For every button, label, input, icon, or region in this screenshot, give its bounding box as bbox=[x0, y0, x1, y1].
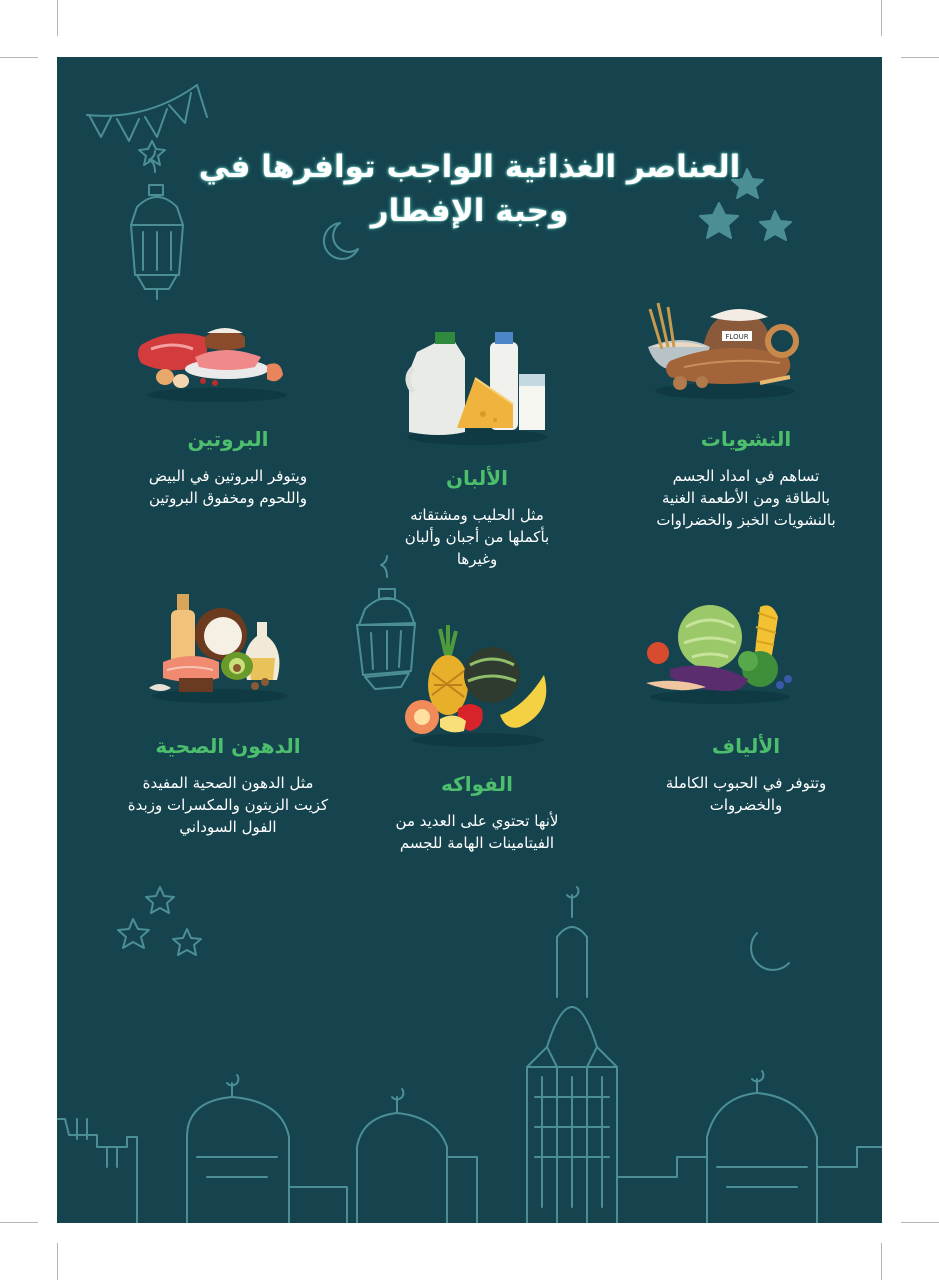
nutrient-card-dairy bbox=[357, 464, 597, 570]
flour-label-text: FLOUR bbox=[725, 333, 749, 341]
stars-icon bbox=[118, 887, 201, 955]
crop-mark bbox=[901, 57, 939, 58]
dairy-illustration bbox=[397, 322, 557, 447]
nutrient-description: مثل الدهون الصحية المفيدة كزيت الزيتون والمكسرات وزبدة الفول السوداني bbox=[127, 774, 329, 836]
protein-illustration bbox=[137, 315, 297, 405]
crop-mark bbox=[57, 1243, 58, 1280]
nutrient-title: النشويات bbox=[700, 427, 792, 451]
crop-mark bbox=[0, 1222, 38, 1223]
starches-illustration bbox=[640, 287, 810, 402]
healthy-fats-illustration bbox=[145, 590, 295, 705]
crop-mark bbox=[881, 0, 882, 36]
nutrient-card-starches bbox=[626, 425, 866, 531]
crop-mark bbox=[0, 57, 38, 58]
nutrient-description: تساهم في امداد الجسم بالطاقة ومن الأطعمة الغنية بالنشويات الخبز والخضراوات bbox=[656, 467, 836, 529]
poster-title-line-1: العناصر الغذائية الواجب توافرها في bbox=[198, 149, 741, 185]
poster-title bbox=[57, 145, 882, 233]
nutrient-card-fiber bbox=[626, 732, 866, 816]
nutrient-description: وتتوفر في الحبوب الكاملة والخضروات bbox=[665, 774, 827, 814]
nutrient-card-healthy-fats bbox=[108, 732, 348, 838]
nutrient-card-fruits bbox=[357, 770, 597, 854]
fiber-illustration bbox=[640, 597, 800, 707]
nutrient-title: الألياف bbox=[711, 734, 781, 758]
poster-title-line-2: وجبة الإفطار bbox=[370, 193, 569, 229]
nutrient-title: الألبان bbox=[445, 466, 508, 490]
nutrient-title: الفواكه bbox=[441, 772, 513, 796]
nutrient-description: مثل الحليب ومشتقاته بأكملها من أجبان وألبان وغيرها bbox=[404, 506, 550, 568]
nutrient-description: ويتوفر البروتين في البيض واللحوم ومخفوق البروتين bbox=[148, 467, 308, 507]
crop-mark bbox=[901, 1222, 939, 1223]
fruits-illustration bbox=[400, 625, 555, 750]
crop-mark bbox=[57, 0, 58, 36]
nutrient-card-protein bbox=[108, 425, 348, 509]
nutrient-title: الدهون الصحية bbox=[155, 734, 301, 758]
poster-panel bbox=[57, 57, 882, 1223]
nutrient-description: لأنها تحتوي على العديد من الفيتامينات الهامة للجسم bbox=[395, 812, 559, 852]
crop-mark bbox=[881, 1243, 882, 1280]
crescent-moon-icon bbox=[751, 933, 789, 970]
nutrient-title: البروتين bbox=[187, 427, 269, 451]
